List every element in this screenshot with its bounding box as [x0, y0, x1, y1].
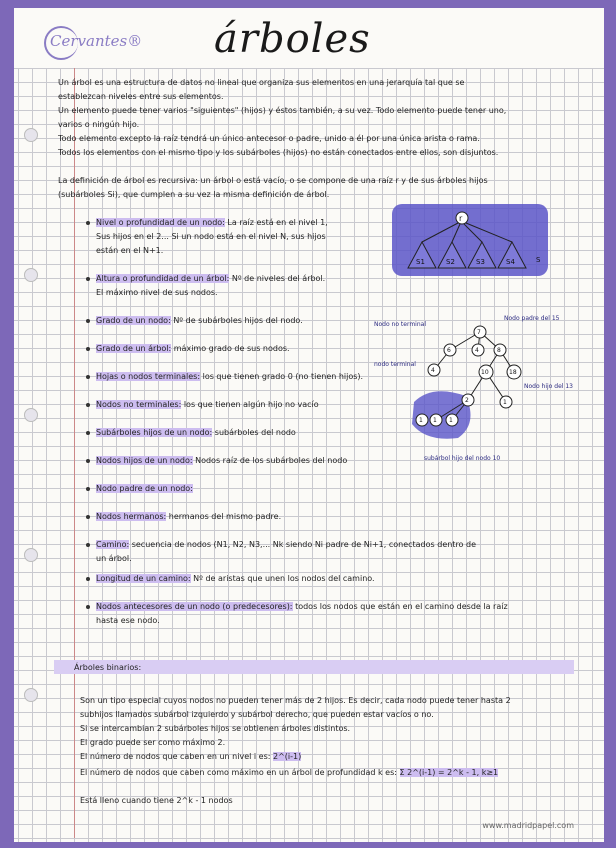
tree1-side-label: S: [536, 256, 541, 264]
term-non-terminal: Nodos no terminales: los que tienen algún hijo no vacío: [96, 400, 319, 409]
term-ancestors: Nodos antecesores de un nodo (o predecesores): todos los nodos que están en el camino desde la raíz: [96, 602, 508, 611]
notebook-page: [14, 8, 604, 842]
bullet: [86, 375, 90, 379]
intro-line: Todos los elementos con el mismo tipo y los subárboles (hijos) no están conectados entre ellos, son disjuntos.: [58, 148, 499, 157]
intro-line: varios o ningún hijo.: [58, 120, 140, 129]
bullet: [86, 515, 90, 519]
tree2-annotation: nodo terminal: [374, 361, 416, 368]
binary-line: Son un tipo especial cuyos nodos no pueden tener más de 2 hijos. Es decir, cada nodo puede tener hasta 2: [80, 696, 511, 705]
formula-max: Σ 2^(i-1) = 2^k - 1, k≥1: [399, 768, 499, 777]
definition-line: La definición de árbol es recursiva: un árbol o está vacío, o se compone de una raíz r y de sus árboles hijos: [58, 176, 488, 185]
tree2-annotation: subárbol hijo del nodo 10: [424, 455, 501, 462]
intro-line: Un elemento puede tener varios "siguientes" (hijos) y éstos también, a su vez. Todo elemento puede tener uno,: [58, 106, 507, 115]
term-leaves: Hojas o nodos terminales: los que tienen grado 0 (no tienen hijos).: [96, 372, 364, 381]
binary-line: El grado puede ser como máximo 2.: [80, 738, 226, 747]
term-path-text: un árbol.: [96, 554, 132, 563]
term-level-label: Nivel o profundidad de un nodo: La raíz está en el nivel 1,: [96, 218, 328, 227]
term-tree-degree: Grado de un árbol: máximo grado de sus nodos.: [96, 344, 290, 353]
binary-heading: Árboles binarios:: [74, 663, 142, 672]
tree2-node: 1: [449, 417, 453, 424]
term-node-degree: Grado de un nodo: Nº de subárboles hijos del nodo.: [96, 316, 303, 325]
term-ancestors-text: hasta ese nodo.: [96, 616, 160, 625]
term-height-text: El máximo nivel de sus nodos.: [96, 288, 218, 297]
bullet: [86, 459, 90, 463]
tree2-node: 7: [477, 329, 481, 336]
bullet: [86, 577, 90, 581]
footer-url: www.madridpapel.com: [482, 821, 574, 830]
tree2-node: 4: [475, 347, 479, 354]
bullet: [86, 605, 90, 609]
tree1-subtree-label: S3: [476, 258, 485, 266]
tree1-subtree-label: S2: [446, 258, 455, 266]
tree2-node: 1: [503, 399, 507, 406]
formula-level: 2^(i-1): [272, 752, 302, 761]
tree-diagram-example: [374, 304, 573, 484]
definition-line: (subárboles Si), que cumplen a su vez la misma definición de árbol.: [58, 190, 330, 199]
term-level-text: están en el N+1.: [96, 246, 164, 255]
term-siblings: Nodos hermanos: hermanos del mismo padre.: [96, 512, 282, 521]
tree2-node: 1: [419, 417, 423, 424]
tree1-subtree-label: S4: [506, 258, 515, 266]
binary-line: El número de nodos que caben como máximo en un árbol de profundidad k es: Σ 2^(i-1) = 2^k - 1, k≥1: [80, 768, 499, 777]
tree2-node: 4: [431, 367, 435, 374]
punch-hole: [24, 548, 38, 562]
term-child-subtrees: Subárboles hijos de un nodo: subárboles del nodo: [96, 428, 296, 437]
bullet: [86, 487, 90, 491]
binary-line: El número de nodos que caben en un nivel i es: 2^(i-1): [80, 752, 302, 761]
tree2-node: 6: [447, 347, 451, 354]
bullet: [86, 543, 90, 547]
bullet: [86, 221, 90, 225]
tree2-annotation: Nodo padre del 15: [504, 315, 560, 322]
term-path-length: Longitud de un camino: Nº de aristas que unen los nodos del camino.: [96, 574, 375, 583]
intro-line: Un árbol es una estructura de datos no lineal que organiza sus elementos en una jerarquía tal que se: [58, 78, 465, 87]
punch-hole: [24, 268, 38, 282]
binary-line: subhijos llamados subárbol izquierdo y subárbol derecho, que pueden estar vacíos o no.: [80, 710, 434, 719]
page-title: árboles: [214, 16, 371, 62]
tree2-annotation: Nodo no terminal: [374, 321, 426, 328]
brand-logo: Cervantes®: [50, 32, 143, 50]
term-height-label: Altura o profundidad de un árbol: Nº de niveles del árbol.: [96, 274, 326, 283]
tree-diagram-subtrees: [392, 204, 552, 280]
bullet: [86, 403, 90, 407]
tree2-node: 18: [509, 369, 517, 376]
bullet: [86, 431, 90, 435]
bullet: [86, 277, 90, 281]
intro-line: Todo elemento excepto la raíz tendrá un único antecesor o padre, unido a él por una única arista o rama.: [58, 134, 480, 143]
punch-hole: [24, 688, 38, 702]
tree1-root: r: [459, 214, 463, 223]
punch-hole: [24, 128, 38, 142]
punch-hole: [24, 408, 38, 422]
tree2-node: 10: [481, 369, 489, 376]
tree2-node: 1: [433, 417, 437, 424]
bullet: [86, 319, 90, 323]
term-child-nodes: Nodos hijos de un nodo: Nodos raíz de los subárboles del nodo: [96, 456, 348, 465]
tree1-subtree-label: S1: [416, 258, 425, 266]
tree2-annotation: Nodo hijo del 13: [524, 383, 573, 390]
bullet: [86, 347, 90, 351]
term-parent-node: Nodo padre de un nodo:: [96, 484, 193, 493]
formula-full: 2^k - 1 nodos: [176, 796, 233, 805]
binary-line: Si se intercambian 2 subárboles hijos se obtienen árboles distintos.: [80, 724, 351, 733]
tree2-node: 2: [465, 397, 469, 404]
term-level-text: Sus hijos en el 2... Si un nodo está en el nivel N, sus hijos: [96, 232, 326, 241]
intro-line: establezcan niveles entre sus elementos.: [58, 92, 224, 101]
binary-line: Está lleno cuando tiene 2^k - 1 nodos: [80, 796, 233, 805]
tree2-node: 8: [497, 347, 501, 354]
term-path: Camino: secuencia de nodos (N1, N2, N3,... Nk siendo Ni padre de Ni+1, conectados dentro de: [96, 540, 476, 549]
